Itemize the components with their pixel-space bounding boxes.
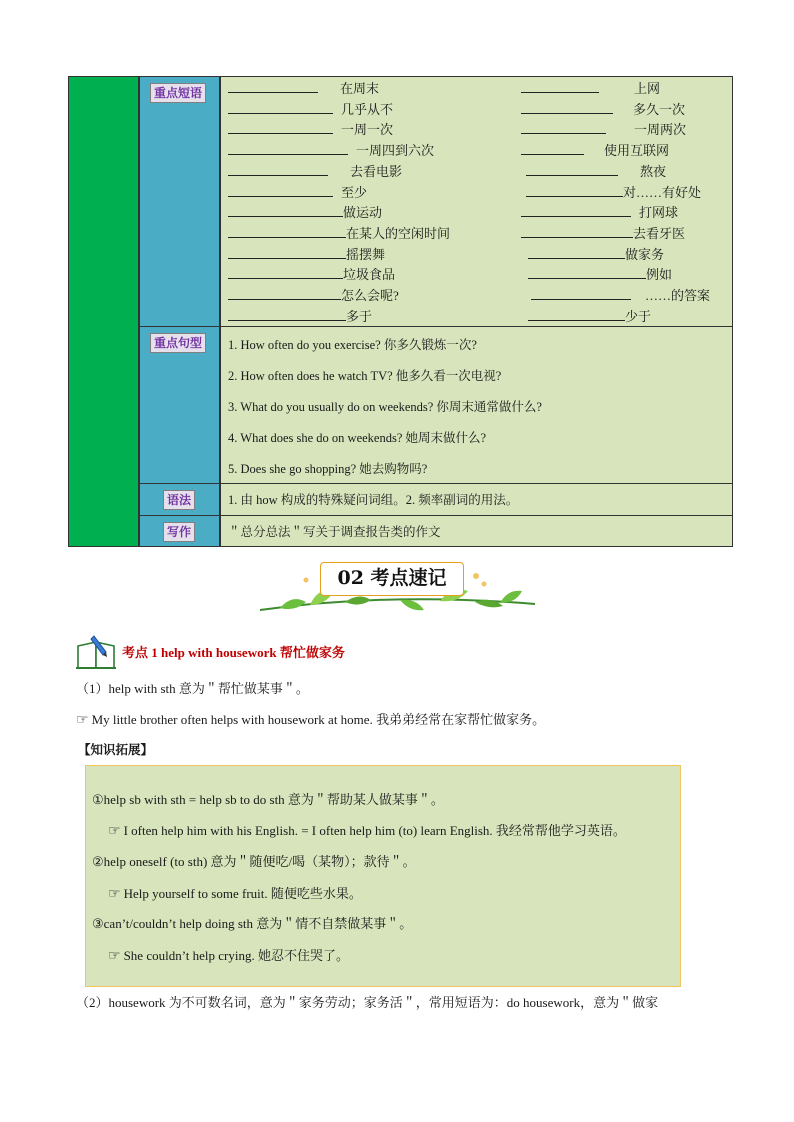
fill-blank: [526, 184, 623, 197]
fill-blank: [228, 101, 333, 114]
phrase-text: 怎么会呢?: [341, 288, 399, 303]
rule-1-example: [108, 823, 626, 839]
phrase-text: 做运动: [343, 205, 383, 221]
phrase-right: [521, 80, 660, 97]
phrase-text: 去看电影: [350, 163, 403, 179]
phrase-right: [528, 308, 651, 325]
writing-label-cell: [139, 515, 220, 547]
phrase-right: [521, 142, 669, 159]
fill-blank: [228, 142, 348, 155]
writing-text: ＂总分总法＂写关于调查报告类的作文: [228, 525, 441, 539]
phrase-left: [228, 287, 399, 304]
phrase-left: [228, 80, 379, 97]
phrase-text: 打网球: [639, 205, 679, 221]
extension-box: [85, 765, 681, 987]
fill-blank: [228, 266, 343, 279]
sentence-5: 5. Does she go shopping? 她去购物吗?: [228, 462, 428, 476]
fill-blank: [228, 184, 333, 197]
extension-heading: 【知识拓展】: [78, 742, 154, 757]
grammar-cell: [220, 483, 733, 516]
phrase-text: ……的答案: [645, 288, 711, 303]
phrase-right: [528, 246, 664, 263]
fill-blank: [228, 246, 346, 259]
phrase-text: 一周一次: [341, 122, 394, 138]
fill-blank: [228, 163, 328, 176]
phrase-right: [521, 121, 686, 138]
fill-blank: [228, 225, 346, 238]
phrase-left: [228, 121, 393, 138]
phrases-label-cell: [139, 76, 220, 327]
phrase-text: 垃圾食品: [343, 267, 396, 283]
phrase-text: 多久一次: [633, 101, 686, 117]
phrase-left: [228, 308, 372, 325]
sentence-1: 1. How often do you exercise? 你多久锻炼一次?: [228, 338, 477, 352]
phrase-right: [526, 163, 666, 180]
fill-blank: [526, 163, 618, 176]
phrase-left: [228, 225, 450, 242]
fill-blank: [521, 80, 599, 93]
grammar-text: 1. 由 how 构成的特殊疑问词组。2. 频率副词的用法。: [228, 493, 519, 507]
example-text: She couldn’t help crying. 她忍不住哭了。: [123, 948, 349, 963]
rule-2-example: [108, 886, 362, 902]
fill-blank: [228, 121, 333, 134]
point-1-item-2: （2）housework 为不可数名词，意为＂家务劳动；家务活＂，常用短语为：do housework，意为＂做家: [76, 995, 659, 1010]
fill-blank: [521, 142, 584, 155]
phrases-tag: 重点短语: [150, 83, 206, 103]
fill-blank: [531, 287, 631, 300]
writing-tag: 写作: [163, 522, 195, 542]
sentences-tag: 重点句型: [150, 333, 206, 353]
phrase-right: [531, 287, 710, 304]
sentences-label-cell: [139, 326, 220, 484]
phrase-text: 在周末: [340, 81, 380, 96]
phrase-left: [228, 163, 402, 180]
banner-title: 02 考点速记: [320, 562, 464, 596]
fill-blank: [228, 287, 341, 300]
writing-cell: [220, 515, 733, 547]
fill-blank: [228, 204, 343, 217]
pointing-hand-icon: ☞: [108, 948, 121, 964]
phrase-text: 熬夜: [640, 163, 667, 179]
sentence-4: 4. What does she do on weekends? 她周末做什么?: [228, 431, 487, 445]
grammar-label-cell: [139, 483, 220, 516]
phrase-text: 去看牙医: [633, 225, 686, 241]
phrase-text: 上网: [634, 81, 661, 96]
fill-blank: [528, 308, 625, 321]
phrase-right: [521, 204, 678, 221]
phrase-text: 摇摆舞: [346, 246, 386, 262]
phrases-cell: [220, 76, 733, 327]
phrase-left: [228, 101, 393, 118]
phrase-text: 做家务: [625, 246, 665, 262]
fill-blank: [521, 121, 606, 134]
section-banner: [250, 558, 540, 624]
grammar-tag: 语法: [163, 490, 195, 510]
phrase-text: 少于: [625, 308, 652, 324]
fill-blank: [521, 204, 631, 217]
fill-blank: [528, 246, 625, 259]
point-1-title: 考点 1 help with housework 帮忙做家务: [122, 645, 345, 660]
rule-3: ③can’t/couldn’t help doing sth 意为＂情不自禁做某事＂。: [92, 916, 413, 931]
phrase-left: [228, 184, 367, 201]
book-pencil-icon: [76, 632, 122, 676]
rule-1: ①help sb with sth = help sb to do sth 意为＂帮助某人做某事＂。: [92, 792, 444, 807]
phrase-text: 对……有好处: [623, 184, 702, 200]
rule-3-example: [108, 948, 349, 964]
example-text: My little brother often helps with housework at home. 我弟弟经常在家帮忙做家务。: [91, 712, 546, 727]
fill-blank: [528, 266, 646, 279]
summary-side-bar: [68, 76, 139, 547]
sentence-2: 2. How often does he watch TV? 他多久看一次电视?: [228, 369, 502, 383]
phrase-left: [228, 266, 395, 283]
phrase-right: [526, 184, 701, 201]
example-text: I often help him with his English. = I often help him (to) learn English. 我经常帮他学习英语。: [123, 823, 626, 838]
phrase-left: [228, 142, 434, 159]
example-text: Help yourself to some fruit. 随便吃些水果。: [123, 886, 362, 901]
fill-blank: [521, 101, 613, 114]
pointing-hand-icon: ☞: [108, 886, 121, 902]
phrase-text: 在某人的空闲时间: [346, 225, 451, 241]
phrase-right: [521, 225, 685, 242]
rule-2: ②help oneself (to sth) 意为＂随便吃/喝（某物）；款待＂。: [92, 854, 416, 869]
phrase-right: [528, 266, 672, 283]
fill-blank: [228, 80, 318, 93]
phrase-text: 多于: [346, 308, 373, 324]
fill-blank: [521, 225, 633, 238]
phrase-text: 至少: [341, 184, 368, 200]
phrase-text: 一周四到六次: [356, 143, 435, 159]
sentences-cell: [220, 326, 733, 484]
phrase-left: [228, 204, 382, 221]
point-1-example-1: [76, 712, 545, 728]
phrase-left: [228, 246, 385, 263]
pointing-hand-icon: ☞: [108, 823, 121, 839]
phrase-text: 几乎从不: [341, 101, 394, 117]
phrase-text: 一周两次: [634, 122, 687, 138]
phrase-right: [521, 101, 685, 118]
phrase-text: 使用互联网: [604, 143, 670, 159]
summary-table: [68, 76, 733, 547]
fill-blank: [228, 308, 346, 321]
phrase-text: 例如: [646, 267, 673, 283]
sentence-3: 3. What do you usually do on weekends? 你周末通常做什么?: [228, 400, 542, 414]
pointing-hand-icon: ☞: [76, 712, 89, 728]
point-1-item-1: （1）help with sth 意为＂帮忙做某事＂。: [76, 681, 309, 696]
